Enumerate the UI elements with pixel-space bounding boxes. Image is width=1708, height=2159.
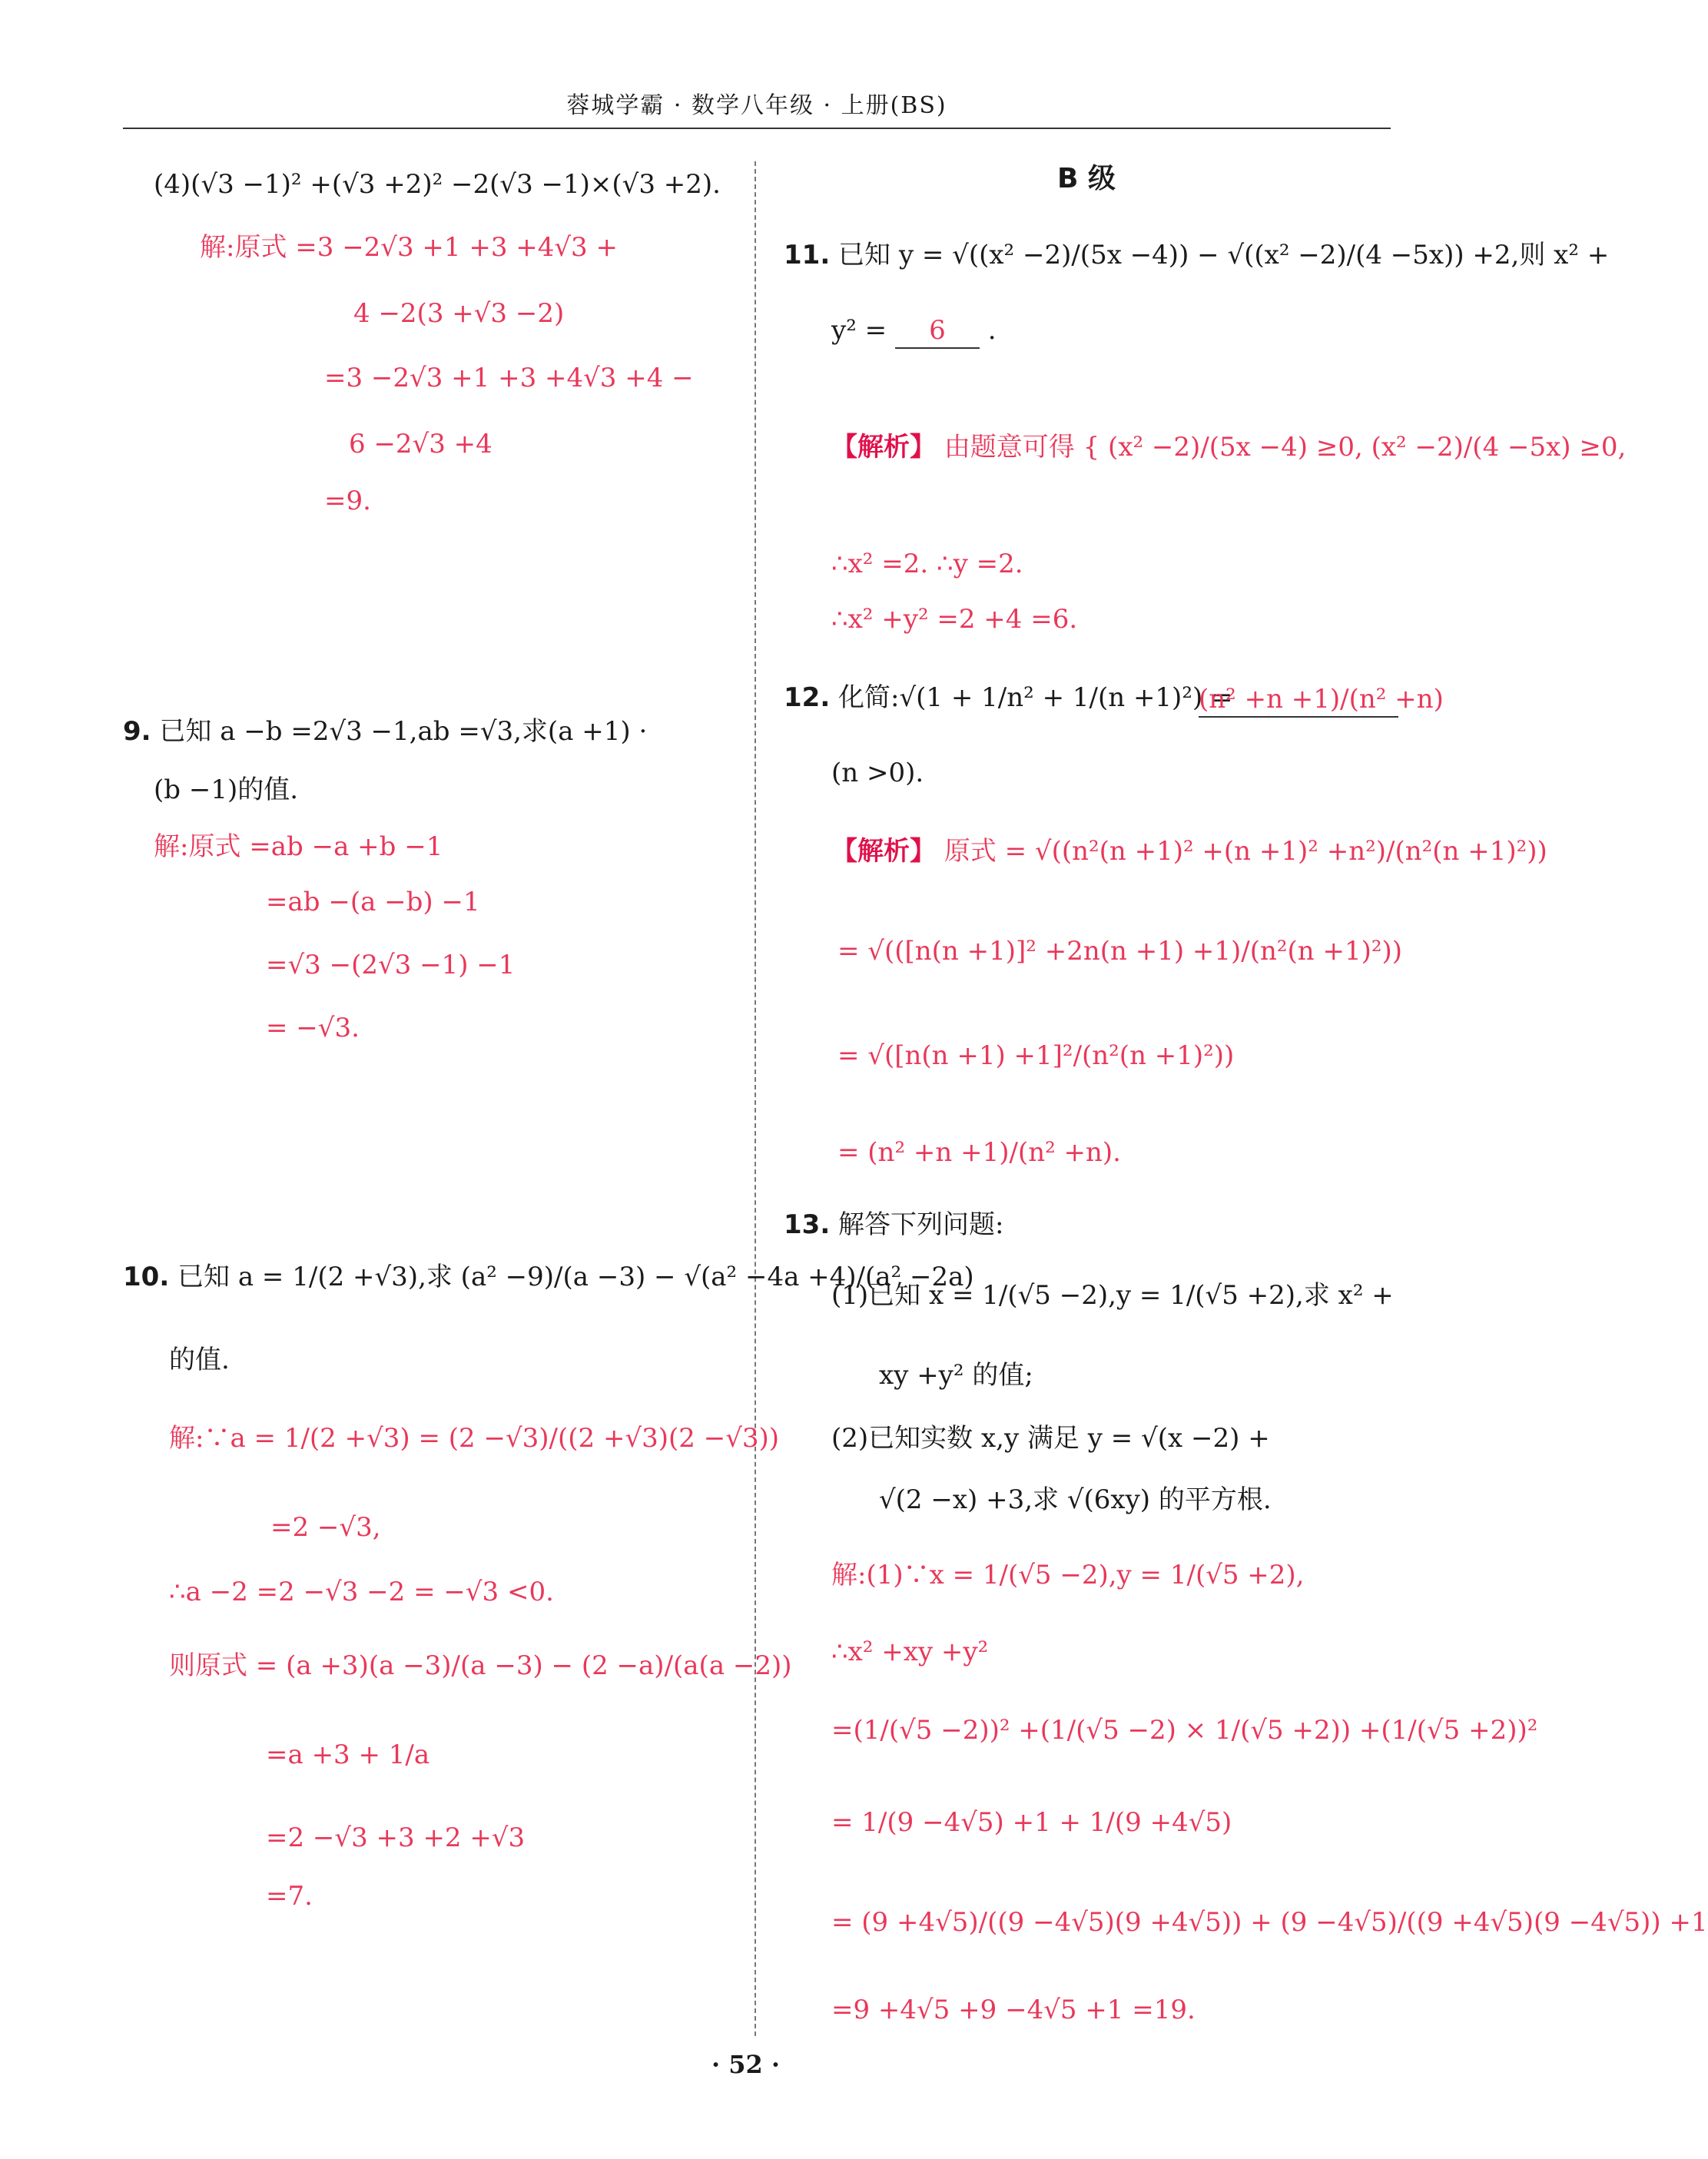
- q10-solution-line: =2 −√3 +3 +2 +√3: [266, 1822, 526, 1853]
- q11-analysis-line: ∴x² +y² =2 +4 =6.: [831, 604, 1078, 635]
- q11-number: 11.: [784, 240, 831, 270]
- analysis-tag: 【解析】: [831, 836, 936, 867]
- q11-analysis-text: 由题意可得 { (x² −2)/(5x −4) ≥0, (x² −2)/(4 −5x) ≥0,: [944, 432, 1627, 463]
- q13-solution-line: ∴x² +xy +y²: [831, 1637, 989, 1667]
- q13-solution-line: =(1/(√5 −2))² +(1/(√5 −2) × 1/(√5 +2)) +(1/(√5 +2))²: [831, 1715, 1538, 1746]
- q11-question-text: y² =: [831, 315, 887, 346]
- q10-solution-line: 解:∵a = 1/(2 +√3) = (2 −√3)/((2 +√3)(2 −√3)): [169, 1423, 780, 1454]
- q13-solution-line: = 1/(9 −4√5) +1 + 1/(9 +4√5): [831, 1807, 1232, 1838]
- q11-period: .: [987, 315, 997, 346]
- q10-question-line: 的值.: [169, 1345, 230, 1375]
- q8-4-solution-line: 解:原式 =3 −2√3 +1 +3 +4√3 +: [200, 232, 618, 263]
- q11-analysis-line: ∴x² =2. ∴y =2.: [831, 549, 1023, 579]
- header-rule: [123, 128, 1391, 129]
- q10-solution-line: =a +3 + 1/a: [266, 1739, 430, 1770]
- q13-solution-line: =9 +4√5 +9 −4√5 +1 =19.: [831, 1995, 1196, 2025]
- q9-solution-line: = −√3.: [266, 1013, 360, 1043]
- q12-condition: (n >0).: [831, 758, 924, 788]
- q13-question-line: (1)已知 x = 1/(√5 −2),y = 1/(√5 +2),求 x² +: [831, 1280, 1394, 1311]
- q10-number: 10.: [123, 1262, 170, 1292]
- q8-4-solution-line: =9.: [324, 486, 371, 516]
- q11-question-line: [784, 238, 1609, 272]
- q11-answer-blank: 6: [895, 313, 980, 349]
- q12-number: 12.: [784, 682, 831, 713]
- q12-answer-blank: (n² +n +1)/(n² +n): [1199, 682, 1398, 718]
- q8-4-question: (4)(√3 −1)² +(√3 +2)² −2(√3 −1)×(√3 +2).: [154, 169, 721, 200]
- q10-solution-line: 则原式 = (a +3)(a −3)/(a −3) − (2 −a)/(a(a −2)): [169, 1650, 792, 1681]
- q9-solution-line: =ab −(a −b) −1: [266, 887, 480, 917]
- q13-question-line: √(2 −x) +3,求 √(6xy) 的平方根.: [879, 1484, 1272, 1515]
- q9-solution-line: 解:原式 =ab −a +b −1: [154, 831, 443, 862]
- page-header: 蓉城学霸 · 数学八年级 · 上册(BS): [566, 92, 947, 119]
- q10-question-text: 已知 a = 1/(2 +√3),求 (a² −9)/(a −3) − √(a² −4a +4)/(a² −2a): [177, 1262, 974, 1292]
- q13-question-line: (2)已知实数 x,y 满足 y = √(x −2) +: [831, 1423, 1270, 1454]
- q10-solution-line: =2 −√3,: [270, 1512, 381, 1543]
- q8-4-solution-line: =3 −2√3 +1 +3 +4√3 +4 −: [324, 363, 694, 393]
- q12-question-line: [784, 681, 1233, 715]
- q11-answer-line: [831, 313, 997, 349]
- q11-analysis-line: [831, 430, 1626, 464]
- q9-question-line: [123, 715, 647, 748]
- q13-solution-line: = (9 +4√5)/((9 −4√5)(9 +4√5)) + (9 −4√5)/((9 +4√5)(9 −4√5)) +1: [831, 1907, 1708, 1938]
- q9-question-text: 已知 a −b =2√3 −1,ab =√3,求(a +1) ·: [159, 716, 648, 747]
- q12-analysis-text: 原式 = √((n²(n +1)² +(n +1)² +n²)/(n²(n +1)²)): [944, 836, 1547, 867]
- q9-solution-line: =√3 −(2√3 −1) −1: [266, 950, 516, 980]
- analysis-tag: 【解析】: [831, 432, 936, 463]
- q10-solution-line: =7.: [266, 1881, 313, 1912]
- q13-question-line: [784, 1208, 1004, 1242]
- q9-question-line: (b −1)的值.: [154, 774, 299, 805]
- q13-question-line: xy +y² 的值;: [879, 1360, 1033, 1391]
- q8-4-solution-line: 4 −2(3 +√3 −2): [353, 298, 565, 329]
- column-divider: [755, 161, 756, 2036]
- q13-number: 13.: [784, 1209, 831, 1240]
- page-number: · 52 ·: [711, 2050, 781, 2079]
- q13-question-text: 解答下列问题:: [838, 1209, 1004, 1240]
- q12-analysis-line: = √([n(n +1) +1]²/(n²(n +1)²)): [837, 1040, 1235, 1071]
- q8-4-solution-line: 6 −2√3 +4: [349, 429, 493, 459]
- q9-number: 9.: [123, 716, 151, 747]
- q12-analysis-line: = (n² +n +1)/(n² +n).: [837, 1137, 1121, 1168]
- q12-question-text: 化简:√(1 + 1/n² + 1/(n +1)²) =: [838, 682, 1233, 713]
- section-title: B 级: [1057, 163, 1116, 194]
- q12-analysis-line: = √(([n(n +1)]² +2n(n +1) +1)/(n²(n +1)²)): [837, 936, 1403, 967]
- q10-solution-line: ∴a −2 =2 −√3 −2 = −√3 <0.: [169, 1577, 554, 1607]
- q13-solution-line: 解:(1)∵x = 1/(√5 −2),y = 1/(√5 +2),: [831, 1560, 1305, 1590]
- q11-question-text: 已知 y = √((x² −2)/(5x −4)) − √((x² −2)/(4 −5x)) +2,则 x² +: [838, 240, 1610, 270]
- q12-analysis-line: [831, 834, 1547, 868]
